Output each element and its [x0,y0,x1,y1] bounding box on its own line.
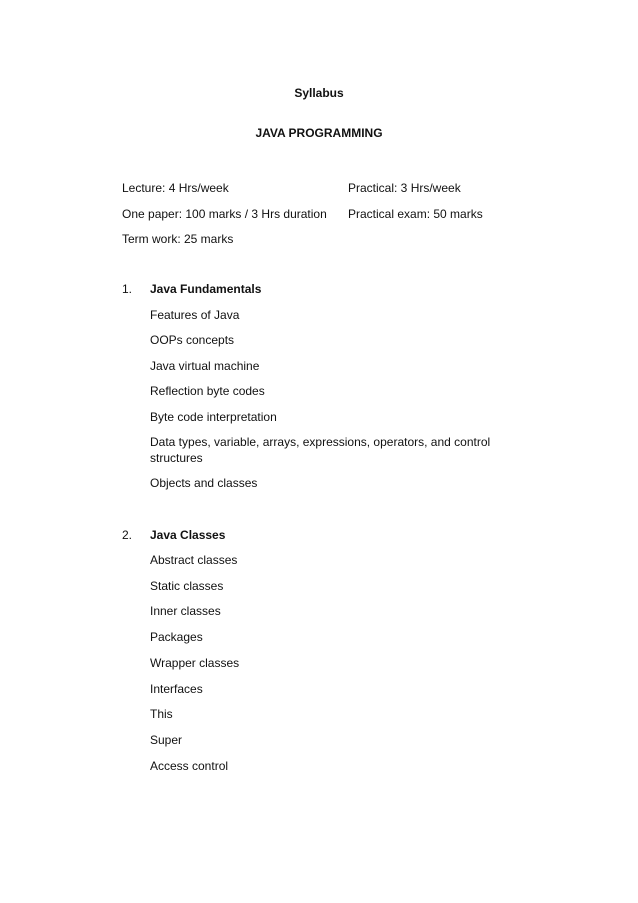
syllabus-title: Syllabus [294,86,344,100]
lecture-hours: Lecture: 4 Hrs/week [122,181,229,195]
list-item: Access control [150,759,229,773]
section-heading: Java Fundamentals [150,282,262,296]
list-item: Super [150,733,183,747]
list-item: Packages [150,630,203,644]
list-item: Byte code interpretation [150,410,277,424]
list-item: Inner classes [150,604,221,618]
course-title: JAVA PROGRAMMING [255,126,383,140]
list-item: Objects and classes [150,476,258,490]
paper-marks: One paper: 100 marks / 3 Hrs duration [122,207,327,221]
list-item: Features of Java [150,308,240,322]
practical-hours: Practical: 3 Hrs/week [348,181,461,195]
section-number: 1. [122,282,133,296]
list-item: Java virtual machine [150,359,260,373]
list-item: OOPs concepts [150,333,235,347]
practical-exam-marks: Practical exam: 50 marks [348,207,483,221]
list-item: Static classes [150,579,224,593]
list-item: This [150,707,173,721]
list-item: Wrapper classes [150,656,240,670]
list-item: Abstract classes [150,553,238,567]
list-item: Data types, variable, arrays, expressions, operators, and control structures [150,435,491,465]
list-item: Reflection byte codes [150,384,265,398]
section-number: 2. [122,528,133,542]
section-heading: Java Classes [150,528,226,542]
list-item: Interfaces [150,682,203,696]
term-work-marks: Term work: 25 marks [122,232,234,246]
